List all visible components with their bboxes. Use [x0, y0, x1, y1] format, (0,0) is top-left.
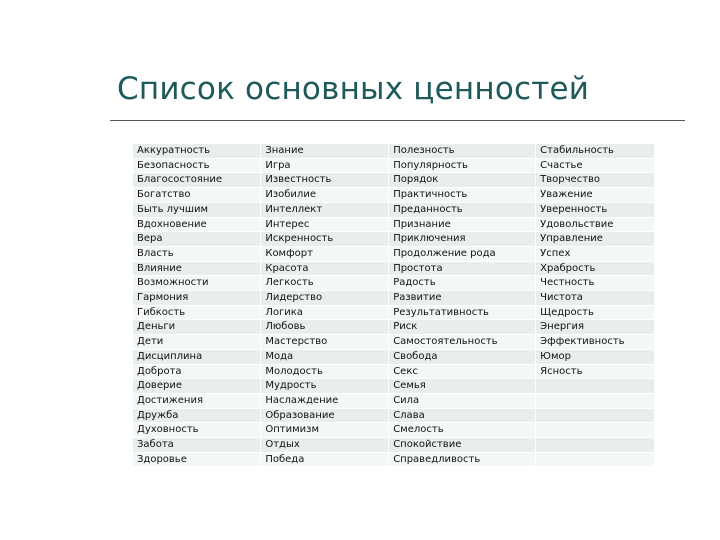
table-cell: Уверенность — [536, 202, 655, 217]
table-cell: Образование — [261, 408, 389, 423]
table-cell: Полезность — [389, 144, 536, 158]
table-cell: Забота — [133, 438, 261, 453]
table-cell: Гармония — [133, 291, 261, 306]
table-cell: Результативность — [389, 305, 536, 320]
table-cell: Спокойствие — [389, 438, 536, 453]
table-cell: Вера — [133, 232, 261, 247]
table-cell: Достижения — [133, 393, 261, 408]
table-cell: Комфорт — [261, 246, 389, 261]
table-row — [133, 452, 655, 467]
table-row — [133, 217, 655, 232]
table-cell: Быть лучшим — [133, 202, 261, 217]
table-cell: Любовь — [261, 320, 389, 335]
table-cell — [536, 393, 655, 408]
table-cell: Дружба — [133, 408, 261, 423]
table-cell: Власть — [133, 246, 261, 261]
table-row — [133, 188, 655, 203]
table-cell: Семья — [389, 379, 536, 394]
table-row — [133, 320, 655, 335]
table-cell: Управление — [536, 232, 655, 247]
table-row — [133, 438, 655, 453]
table-cell: Сила — [389, 393, 536, 408]
table-cell: Самостоятельность — [389, 335, 536, 350]
table-cell: Аккуратность — [133, 144, 261, 158]
table-cell: Простота — [389, 261, 536, 276]
table-cell: Щедрость — [536, 305, 655, 320]
values-table-body — [133, 144, 655, 467]
table-cell: Искренность — [261, 232, 389, 247]
table-cell: Богатство — [133, 188, 261, 203]
table-cell: Мастерство — [261, 335, 389, 350]
table-cell: Знание — [261, 144, 389, 158]
table-cell: Юмор — [536, 349, 655, 364]
table-cell: Уважение — [536, 188, 655, 203]
table-cell: Творчество — [536, 173, 655, 188]
table-cell — [536, 423, 655, 438]
table-cell: Деньги — [133, 320, 261, 335]
table-row — [133, 364, 655, 379]
table-cell: Игра — [261, 158, 389, 173]
title-divider — [110, 120, 685, 121]
table-cell — [536, 452, 655, 467]
table-cell: Изобилие — [261, 188, 389, 203]
table-row — [133, 408, 655, 423]
table-cell: Приключения — [389, 232, 536, 247]
table-cell — [536, 438, 655, 453]
table-cell: Успех — [536, 246, 655, 261]
table-cell: Развитие — [389, 291, 536, 306]
table-cell: Победа — [261, 452, 389, 467]
table-cell: Отдых — [261, 438, 389, 453]
table-row — [133, 202, 655, 217]
table-cell: Лидерство — [261, 291, 389, 306]
table-cell: Свобода — [389, 349, 536, 364]
table-cell: Влияние — [133, 261, 261, 276]
table-cell: Эффективность — [536, 335, 655, 350]
table-row — [133, 379, 655, 394]
table-row — [133, 291, 655, 306]
table-cell: Духовность — [133, 423, 261, 438]
table-cell: Красота — [261, 261, 389, 276]
table-cell: Легкость — [261, 276, 389, 291]
table-cell: Счастье — [536, 158, 655, 173]
table-cell: Популярность — [389, 158, 536, 173]
table-row — [133, 144, 655, 158]
table-cell: Риск — [389, 320, 536, 335]
table-cell: Честность — [536, 276, 655, 291]
table-cell: Справедливость — [389, 452, 536, 467]
table-row — [133, 158, 655, 173]
table-cell: Безопасность — [133, 158, 261, 173]
table-cell: Преданность — [389, 202, 536, 217]
table-cell: Практичность — [389, 188, 536, 203]
table-row — [133, 335, 655, 350]
table-cell: Стабильность — [536, 144, 655, 158]
table-cell: Благосостояние — [133, 173, 261, 188]
table-cell: Интеллект — [261, 202, 389, 217]
table-row — [133, 349, 655, 364]
table-cell: Наслаждение — [261, 393, 389, 408]
table-cell: Доверие — [133, 379, 261, 394]
table-cell: Радость — [389, 276, 536, 291]
table-cell: Энергия — [536, 320, 655, 335]
table-cell: Здоровье — [133, 452, 261, 467]
table-row — [133, 423, 655, 438]
table-cell: Мудрость — [261, 379, 389, 394]
table-cell: Слава — [389, 408, 536, 423]
table-cell: Логика — [261, 305, 389, 320]
table-row — [133, 232, 655, 247]
table-cell: Известность — [261, 173, 389, 188]
table-cell: Удовольствие — [536, 217, 655, 232]
values-table — [133, 144, 655, 467]
table-cell: Дети — [133, 335, 261, 350]
table-cell: Продолжение рода — [389, 246, 536, 261]
table-cell: Дисциплина — [133, 349, 261, 364]
table-row — [133, 173, 655, 188]
table-cell: Оптимизм — [261, 423, 389, 438]
table-cell: Возможности — [133, 276, 261, 291]
table-cell: Храбрость — [536, 261, 655, 276]
table-cell: Признание — [389, 217, 536, 232]
table-cell: Секс — [389, 364, 536, 379]
table-cell: Смелость — [389, 423, 536, 438]
table-row — [133, 393, 655, 408]
table-row — [133, 246, 655, 261]
table-cell: Гибкость — [133, 305, 261, 320]
table-cell: Доброта — [133, 364, 261, 379]
table-cell — [536, 408, 655, 423]
table-row — [133, 261, 655, 276]
table-row — [133, 305, 655, 320]
table-cell: Вдохновение — [133, 217, 261, 232]
table-cell: Чистота — [536, 291, 655, 306]
table-cell: Ясность — [536, 364, 655, 379]
table-cell: Порядок — [389, 173, 536, 188]
table-cell — [536, 379, 655, 394]
slide-title: Список основных ценностей — [117, 71, 590, 107]
table-cell: Мода — [261, 349, 389, 364]
table-cell: Интерес — [261, 217, 389, 232]
table-cell: Молодость — [261, 364, 389, 379]
table-row — [133, 276, 655, 291]
